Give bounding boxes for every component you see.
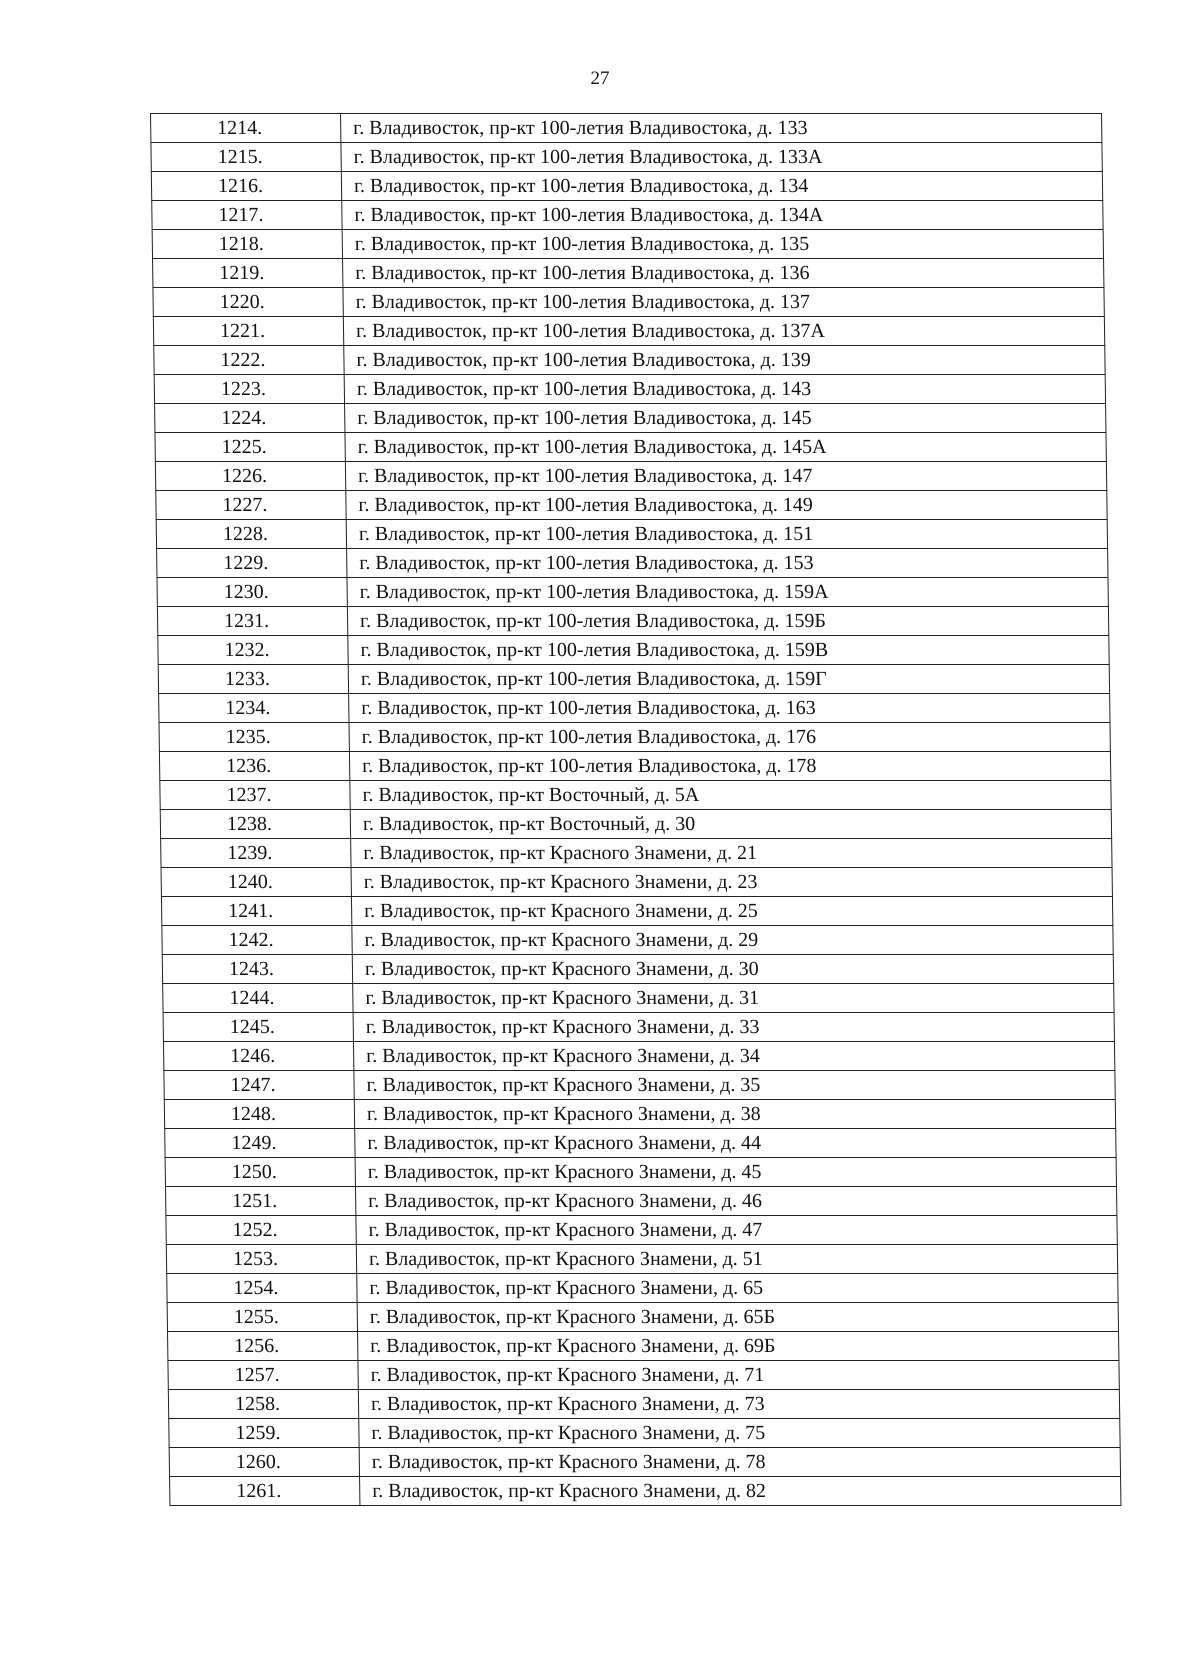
table-row xyxy=(170,1477,1121,1506)
address-cell: г. Владивосток, пр-кт 100-летия Владивостока, д. 143 xyxy=(344,375,1105,404)
address-cell: г. Владивосток, пр-кт Красного Знамени, д. 46 xyxy=(355,1187,1116,1216)
row-number-cell: 1258. xyxy=(168,1390,358,1419)
row-number-cell: 1224. xyxy=(155,404,345,433)
row-number-cell: 1248. xyxy=(164,1100,354,1129)
address-cell: г. Владивосток, пр-кт 100-летия Владивостока, д. 159Б xyxy=(347,607,1108,636)
address-cell: г. Владивосток, пр-кт Красного Знамени, д. 78 xyxy=(359,1448,1120,1477)
table-row xyxy=(154,346,1105,375)
row-number-cell: 1234. xyxy=(159,694,349,723)
table-row xyxy=(157,549,1108,578)
row-number-cell: 1242. xyxy=(162,926,352,955)
table-row xyxy=(156,491,1107,520)
table-row xyxy=(159,694,1110,723)
row-number-cell: 1247. xyxy=(164,1071,354,1100)
table-row xyxy=(153,259,1104,288)
row-number-cell: 1227. xyxy=(156,491,346,520)
row-number-cell: 1240. xyxy=(161,868,351,897)
row-number-cell: 1237. xyxy=(160,781,350,810)
address-cell: г. Владивосток, пр-кт Восточный, д. 30 xyxy=(350,810,1111,839)
table-row xyxy=(158,665,1109,694)
address-cell: г. Владивосток, пр-кт 100-летия Владивостока, д. 137А xyxy=(343,317,1104,346)
row-number-cell: 1229. xyxy=(157,549,347,578)
table-row xyxy=(168,1390,1119,1419)
table-row xyxy=(152,230,1103,259)
address-cell: г. Владивосток, пр-кт Красного Знамени, д. 38 xyxy=(354,1100,1115,1129)
address-cell: г. Владивосток, пр-кт Красного Знамени, д. 75 xyxy=(359,1419,1120,1448)
address-cell: г. Владивосток, пр-кт Красного Знамени, д. 23 xyxy=(351,868,1112,897)
address-cell: г. Владивосток, пр-кт Красного Знамени, д. 51 xyxy=(356,1245,1117,1274)
row-number-cell: 1223. xyxy=(154,375,344,404)
address-cell: г. Владивосток, пр-кт Красного Знамени, д. 45 xyxy=(355,1158,1116,1187)
row-number-cell: 1246. xyxy=(163,1042,353,1071)
table-row xyxy=(157,607,1108,636)
address-cell: г. Владивосток, пр-кт 100-летия Владивостока, д. 153 xyxy=(347,549,1108,578)
address-cell: г. Владивосток, пр-кт 100-летия Владивостока, д. 163 xyxy=(349,694,1110,723)
table-row xyxy=(165,1129,1116,1158)
address-cell: г. Владивосток, пр-кт 100-летия Владивостока, д. 134 xyxy=(341,172,1102,201)
table-row xyxy=(159,752,1110,781)
address-cell: г. Владивосток, пр-кт 100-летия Владивостока, д. 159А xyxy=(347,578,1108,607)
address-cell: г. Владивосток, пр-кт Красного Знамени, д. 33 xyxy=(353,1013,1114,1042)
row-number-cell: 1216. xyxy=(151,172,341,201)
table-row xyxy=(163,1042,1114,1071)
table-row xyxy=(161,897,1112,926)
row-number-cell: 1239. xyxy=(161,839,351,868)
table-row xyxy=(165,1158,1116,1187)
table-row xyxy=(169,1419,1120,1448)
address-cell: г. Владивосток, пр-кт 100-летия Владивостока, д. 147 xyxy=(345,462,1106,491)
table-row xyxy=(159,723,1110,752)
address-table-body xyxy=(151,114,1121,1506)
row-number-cell: 1218. xyxy=(152,230,342,259)
row-number-cell: 1230. xyxy=(157,578,347,607)
table-row xyxy=(167,1303,1118,1332)
address-cell: г. Владивосток, пр-кт Красного Знамени, д. 25 xyxy=(351,897,1112,926)
address-cell: г. Владивосток, пр-кт 100-летия Владивостока, д. 136 xyxy=(343,259,1104,288)
row-number-cell: 1215. xyxy=(151,143,341,172)
row-number-cell: 1250. xyxy=(165,1158,355,1187)
table-row xyxy=(158,636,1109,665)
row-number-cell: 1249. xyxy=(165,1129,355,1158)
address-cell: г. Владивосток, пр-кт 100-летия Владивостока, д. 139 xyxy=(344,346,1105,375)
table-row xyxy=(168,1332,1119,1361)
table-row xyxy=(151,114,1102,143)
table-row xyxy=(164,1100,1115,1129)
row-number-cell: 1228. xyxy=(156,520,346,549)
address-cell: г. Владивосток, пр-кт Красного Знамени, д. 21 xyxy=(351,839,1112,868)
row-number-cell: 1259. xyxy=(169,1419,359,1448)
table-row xyxy=(155,433,1106,462)
table-row xyxy=(160,810,1111,839)
address-cell: г. Владивосток, пр-кт Красного Знамени, д. 44 xyxy=(355,1129,1116,1158)
address-cell: г. Владивосток, пр-кт Красного Знамени, д. 29 xyxy=(352,926,1113,955)
row-number-cell: 1236. xyxy=(159,752,349,781)
address-cell: г. Владивосток, пр-кт 100-летия Владивостока, д. 137 xyxy=(343,288,1104,317)
address-cell: г. Владивосток, пр-кт 100-летия Владивостока, д. 159В xyxy=(348,636,1109,665)
address-cell: г. Владивосток, пр-кт Красного Знамени, д. 35 xyxy=(354,1071,1115,1100)
address-cell: г. Владивосток, пр-кт 100-летия Владивостока, д. 135 xyxy=(342,230,1103,259)
row-number-cell: 1243. xyxy=(162,955,352,984)
table-row xyxy=(163,984,1114,1013)
row-number-cell: 1261. xyxy=(170,1477,360,1506)
table-row xyxy=(162,955,1113,984)
table-row xyxy=(151,172,1102,201)
row-number-cell: 1220. xyxy=(153,288,343,317)
table-row xyxy=(161,839,1112,868)
address-cell: г. Владивосток, пр-кт 100-летия Владивостока, д. 149 xyxy=(346,491,1107,520)
address-cell: г. Владивосток, пр-кт Красного Знамени, д. 31 xyxy=(353,984,1114,1013)
address-cell: г. Владивосток, пр-кт 100-летия Владивостока, д. 176 xyxy=(349,723,1110,752)
table-row xyxy=(156,520,1107,549)
row-number-cell: 1244. xyxy=(163,984,353,1013)
page-number: 27 xyxy=(590,68,610,89)
row-number-cell: 1233. xyxy=(158,665,348,694)
address-cell: г. Владивосток, пр-кт Красного Знамени, д. 73 xyxy=(358,1390,1119,1419)
table-row xyxy=(153,317,1104,346)
address-cell: г. Владивосток, пр-кт 100-летия Владивостока, д. 133 xyxy=(341,114,1102,143)
row-number-cell: 1245. xyxy=(163,1013,353,1042)
address-cell: г. Владивосток, пр-кт 100-летия Владивостока, д. 133А xyxy=(341,143,1102,172)
address-cell: г. Владивосток, пр-кт Красного Знамени, д. 65 xyxy=(357,1274,1118,1303)
table-row xyxy=(166,1245,1117,1274)
row-number-cell: 1257. xyxy=(168,1361,358,1390)
row-number-cell: 1217. xyxy=(152,201,342,230)
address-cell: г. Владивосток, пр-кт Красного Знамени, д. 30 xyxy=(352,955,1113,984)
table-row xyxy=(155,462,1106,491)
table-row xyxy=(162,926,1113,955)
table-row xyxy=(160,781,1111,810)
address-cell: г. Владивосток, пр-кт 100-летия Владивостока, д. 145 xyxy=(345,404,1106,433)
row-number-cell: 1253. xyxy=(166,1245,356,1274)
address-cell: г. Владивосток, пр-кт 100-летия Владивостока, д. 159Г xyxy=(348,665,1109,694)
table-row xyxy=(166,1216,1117,1245)
row-number-cell: 1238. xyxy=(160,810,350,839)
address-cell: г. Владивосток, пр-кт Красного Знамени, д. 65Б xyxy=(357,1303,1118,1332)
row-number-cell: 1219. xyxy=(153,259,343,288)
row-number-cell: 1225. xyxy=(155,433,345,462)
row-number-cell: 1254. xyxy=(167,1274,357,1303)
table-row xyxy=(161,868,1112,897)
table-row xyxy=(163,1013,1114,1042)
table-row xyxy=(153,288,1104,317)
row-number-cell: 1235. xyxy=(159,723,349,752)
address-cell: г. Владивосток, пр-кт Красного Знамени, д. 71 xyxy=(358,1361,1119,1390)
row-number-cell: 1255. xyxy=(167,1303,357,1332)
row-number-cell: 1232. xyxy=(158,636,348,665)
address-cell: г. Владивосток, пр-кт 100-летия Владивостока, д. 145А xyxy=(345,433,1106,462)
row-number-cell: 1222. xyxy=(154,346,344,375)
table-row xyxy=(151,143,1102,172)
address-cell: г. Владивосток, пр-кт Красного Знамени, д. 47 xyxy=(356,1216,1117,1245)
row-number-cell: 1221. xyxy=(153,317,343,346)
table-row xyxy=(152,201,1103,230)
table-row xyxy=(168,1361,1119,1390)
address-cell: г. Владивосток, пр-кт Красного Знамени, д. 82 xyxy=(360,1477,1121,1506)
address-cell: г. Владивосток, пр-кт Красного Знамени, д. 69Б xyxy=(358,1332,1119,1361)
row-number-cell: 1256. xyxy=(168,1332,358,1361)
table-row xyxy=(165,1187,1116,1216)
table-row xyxy=(154,375,1105,404)
row-number-cell: 1260. xyxy=(169,1448,359,1477)
row-number-cell: 1214. xyxy=(151,114,341,143)
table-row xyxy=(169,1448,1120,1477)
address-cell: г. Владивосток, пр-кт 100-летия Владивостока, д. 134А xyxy=(342,201,1103,230)
address-cell: г. Владивосток, пр-кт Красного Знамени, д. 34 xyxy=(353,1042,1114,1071)
table-row xyxy=(155,404,1106,433)
row-number-cell: 1241. xyxy=(161,897,351,926)
address-cell: г. Владивосток, пр-кт Восточный, д. 5А xyxy=(350,781,1111,810)
address-table xyxy=(150,113,1121,1506)
table-row xyxy=(164,1071,1115,1100)
row-number-cell: 1251. xyxy=(165,1187,355,1216)
row-number-cell: 1252. xyxy=(166,1216,356,1245)
row-number-cell: 1231. xyxy=(157,607,347,636)
table-row xyxy=(167,1274,1118,1303)
table-row xyxy=(157,578,1108,607)
row-number-cell: 1226. xyxy=(155,462,345,491)
address-cell: г. Владивосток, пр-кт 100-летия Владивостока, д. 151 xyxy=(346,520,1107,549)
address-cell: г. Владивосток, пр-кт 100-летия Владивостока, д. 178 xyxy=(349,752,1110,781)
